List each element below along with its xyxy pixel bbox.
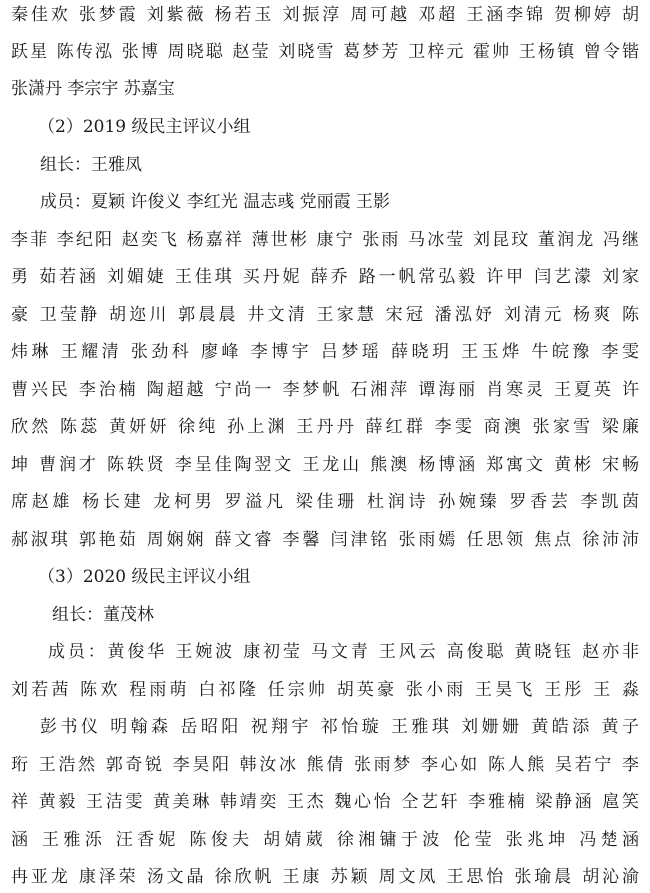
member-line: 冉亚龙 康泽荣 汤文晶 徐欣帆 王康 苏颖 周文凤 王思怡 张瑜晨 胡沁渝 [11,867,639,887]
section-heading-2020: （3）2020 级民主评议小组 [38,567,251,587]
member-line: 曹兴民 李治楠 陶超越 宁尚一 李梦帆 石湘萍 谭海丽 肖寒灵 王夏英 许 [11,380,639,400]
member-line: 刘若茜 陈欢 程雨萌 白祁隆 任宗帅 胡英豪 张小雨 王昊飞 王彤 王 淼 [11,680,639,700]
member-line: 祥 黄毅 王洁雯 黄美琳 韩靖奕 王杰 魏心怡 仝艺轩 李雅楠 梁静涵 扈笑 [11,792,639,812]
member-line: 珩 王浩然 郭奇锐 李昊阳 韩汝冰 熊倩 张雨梦 李心如 陈人熊 吴若宁 李 [11,755,639,775]
group-leader-2020: 组长：董茂林 [52,605,154,625]
member-line: 成员：黄俊华 王婉波 康初莹 马文青 王风云 高俊聪 黄晓钰 赵亦非 [48,642,639,662]
member-line: 跃星 陈传泓 张博 周晓聪 赵莹 刘晓雪 葛梦芳 卫梓元 霍帅 王杨镇 曾令锴 [11,42,639,62]
group-leader-2019: 组长：王雅凤 [40,155,142,175]
member-line: 成员：夏颖 许俊义 李红光 温志彧 党丽霞 王影 [40,192,391,212]
member-line: 李菲 李纪阳 赵奕飞 杨嘉祥 薄世彬 康宁 张雨 马冰莹 刘昆玟 董润龙 冯继 [11,230,639,250]
member-line: 郝淑琪 郭艳茹 周娴娴 薛文睿 李馨 闫津铭 张雨嫣 任思领 焦点 徐沛沛 [11,530,639,550]
member-line: 席赵雄 杨长建 龙柯男 罗溢凡 梁佳珊 杜润诗 孙婉臻 罗香芸 李凯茵 [11,492,639,512]
member-line: 炜琳 王耀清 张劲科 廖峰 李博宇 吕梦瑶 薛晓玥 王玉烨 牛皖豫 李雯 [11,342,639,362]
member-line: 彭书仪 明翰森 岳昭阳 祝翔宇 祁怡璇 王雅琪 刘姗姗 黄皓添 黄子 [40,717,639,737]
member-line: 秦佳欢 张梦霞 刘紫薇 杨若玉 刘振淳 周可越 邓超 王涵李锦 贺柳婷 胡 [11,5,639,25]
member-line: 豪 卫莹静 胡迩川 郭晨晨 井文清 王家慧 宋冠 潘泓妤 刘清元 杨爽 陈 [11,305,639,325]
member-line: 坤 曹润才 陈轶贤 李呈佳陶翌文 王龙山 熊澳 杨博涵 郑寓文 黄彬 宋畅 [11,455,639,475]
section-heading-2019: （2）2019 级民主评议小组 [38,117,251,137]
member-line: 欣然 陈蕊 黄妍妍 徐纯 孙上渊 王丹丹 薛红群 李雯 商澳 张家雪 梁廉 [11,417,639,437]
member-line: 涵 王雅泺 汪香妮 陈俊夫 胡婧葳 徐湘镛于波 伦莹 张兆坤 冯楚涵 [11,830,639,850]
member-line: 张潇丹 李宗宇 苏嘉宝 [11,79,175,99]
member-line: 勇 茹若涵 刘媚婕 王佳琪 买丹妮 薛乔 路一帆常弘毅 许甲 闫艺濛 刘家 [11,267,639,287]
